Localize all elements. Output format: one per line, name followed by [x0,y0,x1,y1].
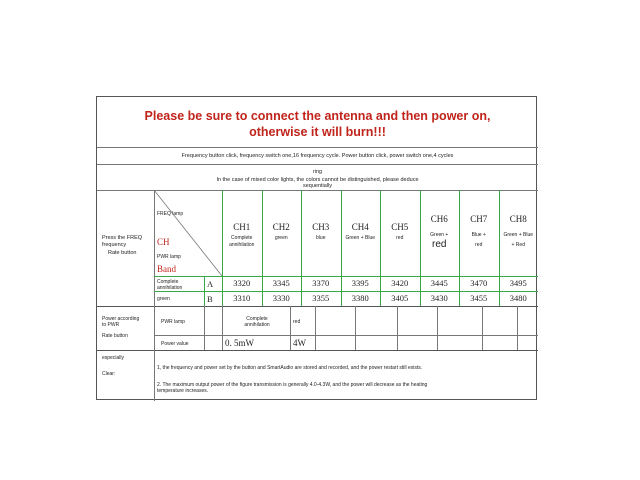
channel-8-color-2: + Red [511,242,525,248]
freq-left-line1: Press the FREQ [102,235,143,241]
channel-2-name: CH2 [272,222,290,232]
channel-6-band-b: 3430 [430,293,448,303]
channel-8-band-a: 3495 [509,278,527,288]
ring-label: ring [312,169,323,175]
mixed-color-note-2: sequentially [302,183,333,189]
channel-3-band-a: 3370 [312,278,330,288]
especially-label: especially [102,355,124,361]
grid-line [499,190,500,306]
channel-1-color: Complete [231,235,253,241]
divider [97,350,538,351]
channel-4-band-a: 3395 [351,278,369,288]
grid-line [154,291,538,292]
grid-line [315,306,316,350]
grid-line [341,190,342,306]
channel-1-color-2: annihilation [229,242,255,248]
pwr-lamp-label: PWR lamp [157,254,181,260]
mixed-color-note: In the case of mixed color lights, the colors cannot be distinguished, please deduce [216,177,419,183]
spec-sheet [96,96,537,400]
freq-left-label [102,235,154,257]
warning-line-1: Please be sure to connect the antenna and then power on, [144,109,491,123]
channel-4-color: Green + Blue [345,235,376,241]
divider [97,306,538,307]
grid-line [154,276,538,277]
clear-label: Clear: [102,371,116,377]
power-lamp-col1 [222,316,292,328]
band-label: Band [157,264,176,274]
divider [154,306,155,350]
grid-line [222,306,223,350]
channel-6-name: CH6 [430,214,448,224]
power-rate-button-label: Rate button [102,333,128,339]
click-instructions: Frequency button click, frequency switch one,16 frequency cycle. Power button click, power switch one,4 cycles [181,153,454,159]
ch-label: CH [157,237,170,247]
channel-6-band-a: 3445 [430,278,448,288]
power-left-label [102,316,154,339]
power-left-line2: to PWR [102,322,120,328]
power-value-label: Power value [161,341,189,347]
grid-line [301,190,302,306]
green-label: green [157,296,170,302]
grid-line [517,306,518,350]
power-left-line1: Power according [102,316,140,322]
grid-line [222,190,223,306]
note-1: 1, the frequency and power set by the button and SmartAudio are stored and recorded, and the power restart still exists. [157,365,423,371]
divider [97,164,538,165]
freq-left-line2: frequency [102,241,127,248]
channel-7-color-2: red [475,242,483,248]
channel-7-color: Blue + [471,232,486,238]
warning-line-2: otherwise it will burn!!! [249,125,386,139]
power-lamp-col1-line1: Complete [246,316,268,322]
channel-4-band-b: 3380 [351,293,369,303]
grid-line [355,306,356,350]
channel-6-color: Green + [430,232,449,238]
channel-6-color-2: red [432,239,447,250]
note-2-line2: temperature increases. [157,388,209,394]
channel-5-name: CH5 [391,222,409,232]
channel-7-name: CH7 [470,214,488,224]
grid-line [204,276,205,306]
channel-2-color: green [274,235,288,241]
grid-line [397,306,398,350]
header-diagonal [154,190,222,276]
channel-2-band-b: 3330 [272,293,290,303]
power-pwr-lamp: PWR lamp [161,319,185,325]
channel-7-band-b: 3455 [470,293,488,303]
freq-rate-button-label: Rate button [108,250,137,256]
grid-line [380,190,381,306]
channel-3-band-b: 3355 [312,293,330,303]
grid-line [459,190,460,306]
grid-line [482,306,483,350]
channel-7-band-a: 3470 [470,278,488,288]
power-value-col1: 0. 5mW [225,338,254,348]
note-2-line1: 2. The maximum output power of the figure transmission is generally 4.0-4.3W, and the power will decrease as the heating [157,382,428,388]
channel-5-color: red [396,235,404,241]
channel-5-band-b: 3405 [391,293,409,303]
divider [97,147,538,148]
divider [204,306,205,350]
channel-8-color: Green + Blue [503,232,534,238]
divider [154,350,155,401]
grid-line [262,190,263,306]
divider [154,335,538,336]
channel-2-band-a: 3345 [272,278,290,288]
freq-lamp-label: FREQ lamp [157,211,184,217]
channel-3-name: CH3 [312,222,330,232]
band-a: A [207,279,214,289]
channel-1-name: CH1 [233,222,251,232]
grid-line [437,306,438,350]
power-lamp-col1-line2: annihilation [244,322,270,328]
channel-1-band-a: 3320 [233,278,251,288]
channel-8-name: CH8 [509,214,527,224]
grid-line [290,306,291,350]
complete-annihilation-label: Complete annihilation [157,279,183,291]
power-lamp-col2: red [293,319,301,325]
note-2 [157,382,535,394]
channel-4-name: CH4 [351,222,369,232]
channel-5-band-a: 3420 [391,278,409,288]
channel-8-band-b: 3480 [509,293,527,303]
band-b: B [207,294,213,304]
power-value-col2: 4W [293,338,306,348]
channel-3-color: blue [316,235,326,241]
channel-1-band-b: 3310 [233,293,251,303]
